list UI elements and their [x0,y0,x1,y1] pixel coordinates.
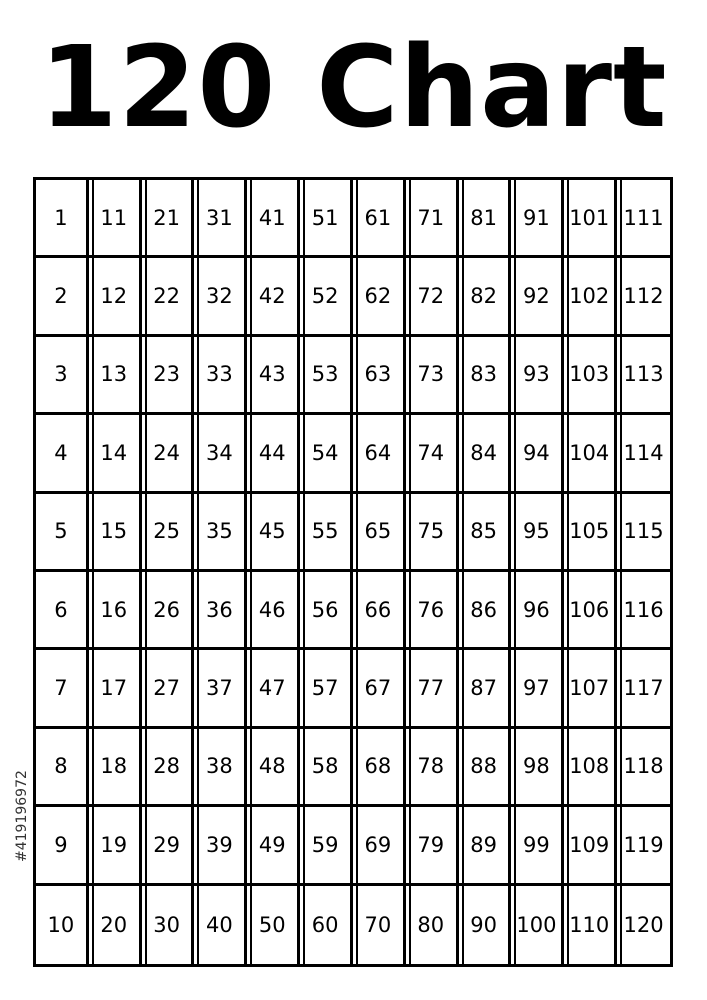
number-cell: 82 [459,258,512,336]
number-cell: 12 [89,258,142,336]
number-cell: 56 [300,572,353,650]
number-cell: 14 [89,415,142,493]
number-cell: 24 [142,415,195,493]
number-cell: 113 [617,337,670,415]
number-cell: 1 [36,180,89,258]
stock-id-label: #419196972 [14,770,30,862]
number-cell: 18 [89,729,142,807]
number-cell: 60 [300,886,353,964]
number-cell: 46 [247,572,300,650]
number-cell: 89 [459,807,512,885]
number-cell: 34 [194,415,247,493]
number-cell: 62 [353,258,406,336]
number-cell: 106 [564,572,617,650]
number-cell: 93 [511,337,564,415]
page-title: 120 Chart [39,23,668,153]
number-cell: 49 [247,807,300,885]
number-cell: 28 [142,729,195,807]
number-cell: 8 [36,729,89,807]
number-cell: 26 [142,572,195,650]
number-cell: 111 [617,180,670,258]
number-cell: 81 [459,180,512,258]
number-cell: 86 [459,572,512,650]
number-cell: 92 [511,258,564,336]
number-cell: 61 [353,180,406,258]
number-cell: 40 [194,886,247,964]
number-cell: 4 [36,415,89,493]
number-cell: 73 [406,337,459,415]
number-cell: 33 [194,337,247,415]
number-cell: 51 [300,180,353,258]
number-cell: 120 [617,886,670,964]
number-cell: 104 [564,415,617,493]
number-cell: 13 [89,337,142,415]
number-cell: 7 [36,650,89,728]
number-cell: 47 [247,650,300,728]
number-cell: 35 [194,494,247,572]
number-cell: 42 [247,258,300,336]
number-cell: 119 [617,807,670,885]
number-cell: 31 [194,180,247,258]
number-cell: 68 [353,729,406,807]
number-cell: 74 [406,415,459,493]
number-cell: 99 [511,807,564,885]
number-cell: 115 [617,494,670,572]
number-cell: 65 [353,494,406,572]
number-cell: 98 [511,729,564,807]
number-cell: 5 [36,494,89,572]
number-cell: 72 [406,258,459,336]
number-cell: 32 [194,258,247,336]
number-cell: 45 [247,494,300,572]
number-cell: 59 [300,807,353,885]
number-cell: 20 [89,886,142,964]
number-cell: 57 [300,650,353,728]
number-cell: 117 [617,650,670,728]
number-cell: 58 [300,729,353,807]
number-cell: 67 [353,650,406,728]
number-cell: 53 [300,337,353,415]
number-cell: 71 [406,180,459,258]
number-cell: 69 [353,807,406,885]
number-cell: 41 [247,180,300,258]
number-cell: 88 [459,729,512,807]
number-cell: 22 [142,258,195,336]
number-cell: 66 [353,572,406,650]
number-cell: 54 [300,415,353,493]
number-cell: 77 [406,650,459,728]
number-cell: 101 [564,180,617,258]
number-cell: 6 [36,572,89,650]
number-cell: 3 [36,337,89,415]
number-cell: 112 [617,258,670,336]
number-cell: 80 [406,886,459,964]
number-cell: 91 [511,180,564,258]
number-cell: 27 [142,650,195,728]
number-cell: 23 [142,337,195,415]
number-cell: 96 [511,572,564,650]
number-cell: 64 [353,415,406,493]
number-cell: 95 [511,494,564,572]
number-cell: 63 [353,337,406,415]
number-cell: 15 [89,494,142,572]
number-cell: 52 [300,258,353,336]
number-cell: 21 [142,180,195,258]
number-cell: 37 [194,650,247,728]
number-cell: 39 [194,807,247,885]
number-cell: 90 [459,886,512,964]
number-cell: 36 [194,572,247,650]
number-cell: 114 [617,415,670,493]
number-cell: 38 [194,729,247,807]
number-cell: 85 [459,494,512,572]
number-cell: 75 [406,494,459,572]
number-cell: 79 [406,807,459,885]
number-cell: 116 [617,572,670,650]
number-cell: 87 [459,650,512,728]
number-cell: 109 [564,807,617,885]
number-cell: 44 [247,415,300,493]
number-cell: 2 [36,258,89,336]
number-cell: 19 [89,807,142,885]
number-cell: 110 [564,886,617,964]
number-cell: 97 [511,650,564,728]
number-cell: 108 [564,729,617,807]
number-cell: 17 [89,650,142,728]
number-cell: 30 [142,886,195,964]
number-cell: 25 [142,494,195,572]
number-cell: 94 [511,415,564,493]
number-cell: 107 [564,650,617,728]
number-cell: 100 [511,886,564,964]
number-cell: 16 [89,572,142,650]
number-cell: 84 [459,415,512,493]
number-cell: 103 [564,337,617,415]
number-cell: 29 [142,807,195,885]
number-cell: 102 [564,258,617,336]
number-cell: 78 [406,729,459,807]
number-cell: 10 [36,886,89,964]
number-cell: 9 [36,807,89,885]
number-cell: 83 [459,337,512,415]
number-cell: 70 [353,886,406,964]
number-cell: 11 [89,180,142,258]
number-cell: 48 [247,729,300,807]
number-cell: 43 [247,337,300,415]
number-grid [33,177,673,967]
number-cell: 50 [247,886,300,964]
number-cell: 105 [564,494,617,572]
number-cell: 55 [300,494,353,572]
number-cell: 76 [406,572,459,650]
number-cell: 118 [617,729,670,807]
